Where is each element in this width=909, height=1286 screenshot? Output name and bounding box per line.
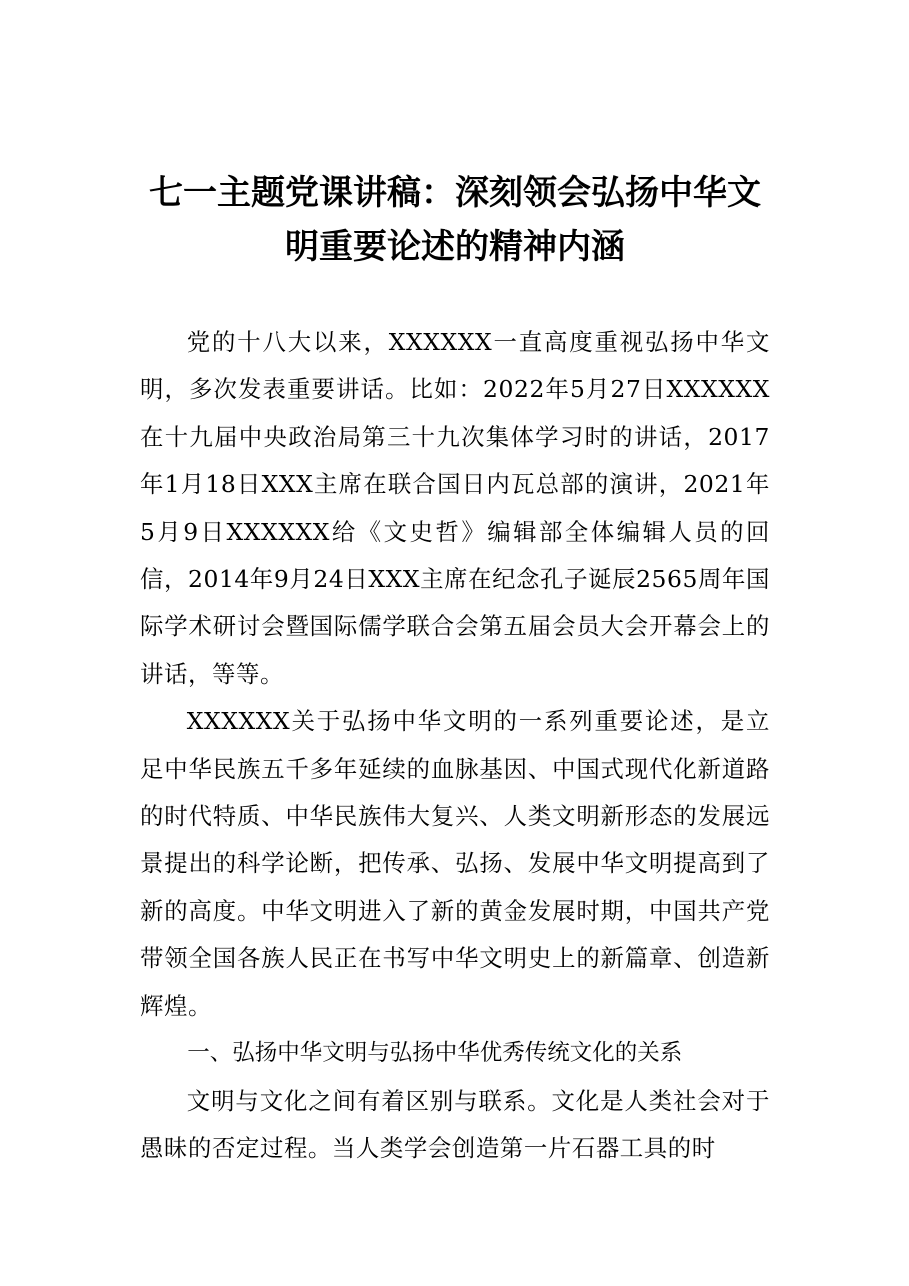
paragraph-3: 文明与文化之间有着区别与联系。文化是人类社会对于愚昧的否定过程。当人类学会创造第一片石器工具的时 <box>140 1086 770 1162</box>
document-body <box>140 319 770 1172</box>
title-line-1: 七一主题党课讲稿：深刻领会弘扬中华文 <box>149 173 761 213</box>
title-line-2: 明重要论述的精神内涵 <box>285 227 625 267</box>
paragraph-1: 党的十八大以来，XXXXXX一直高度重视弘扬中华文明，多次发表重要讲话。比如：2022年5月27日XXXXXX在十九届中央政治局第三十九次集体学习时的讲话，2017年1月18日XXX主席在联合国日内瓦总部的演讲，2021年5月9日XXXXXX给《文史哲》编辑部全体编辑人员的回信，2014年9月24日XXX主席在纪念孔子诞辰2565周年国际学术研讨会暨国际儒学联合会第五届会员大会开幕会上的讲话，等等。 <box>140 328 770 688</box>
section-heading: 一、弘扬中华文明与弘扬中华优秀传统文化的关系 <box>187 1040 683 1067</box>
paragraph-2: XXXXXX关于弘扬中华文明的一系列重要论述，是立足中华民族五千多年延续的血脉基因、中国式现代化新道路的时代特质、中华民族伟大复兴、人类文明新形态的发展远景提出的科学论断，把传承、弘扬、发展中华文明提高到了新的高度。中华文明进入了新的黄金发展时期，中国共产党带领全国各族人民正在书写中华文明史上的新篇章、创造新辉煌。 <box>140 707 770 1020</box>
document-title <box>140 166 770 274</box>
